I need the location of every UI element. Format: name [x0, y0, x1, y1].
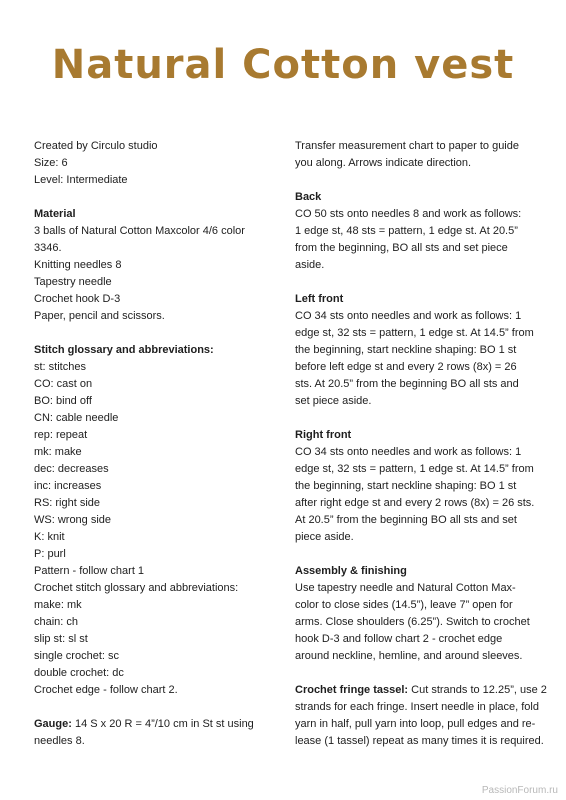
glossary-item: mk: make — [34, 446, 82, 458]
back-text: CO 50 sts onto needles 8 and work as follows: — [295, 208, 522, 220]
assembly-heading: Assembly & finishing — [295, 565, 407, 577]
glossary-item: rep: repeat — [34, 429, 88, 441]
instructions-intro — [295, 138, 535, 172]
glossary-item: slip st: sl st — [34, 633, 88, 645]
glossary-item: inc: increases — [34, 480, 102, 492]
assembly-text: hook D-3 and follow chart 2 - crochet edge — [295, 633, 503, 645]
glossary-item: st: stitches — [34, 361, 86, 373]
assembly-text: Use tapestry needle and Natural Cotton Max- — [295, 582, 516, 594]
fringe-paragraph — [295, 682, 547, 750]
back-text: from the beginning, BO all sts and set piece — [295, 242, 508, 254]
right-front-text: piece aside. — [295, 531, 354, 543]
glossary-heading: Stitch glossary and abbreviations: — [34, 344, 214, 356]
material-item: 3346. — [34, 242, 62, 254]
glossary-item: RS: right side — [34, 497, 101, 509]
glossary-item: Crochet edge - follow chart 2. — [34, 684, 178, 696]
intro-line: you along. Arrows indicate direction. — [295, 157, 472, 169]
right-front-text: edge st, 32 sts = pattern, 1 edge st. At 14.5” from — [295, 463, 534, 475]
left-front-text: before left edge st and every 2 rows (8x) = 26 — [295, 361, 517, 373]
fringe-text: lease (1 tassel) repeat as many times it is required. — [295, 735, 544, 747]
gauge-paragraph — [34, 716, 266, 750]
material-item: Tapestry needle — [34, 276, 112, 288]
intro-block — [34, 138, 266, 189]
right-front-text: CO 34 sts onto needles and work as follows: 1 — [295, 446, 522, 458]
back-heading: Back — [295, 191, 322, 203]
back-section — [295, 206, 535, 274]
glossary-list — [34, 359, 266, 699]
right-front-section — [295, 444, 535, 546]
right-front-text: At 20.5” from the beginning BO all sts and set — [295, 514, 517, 526]
glossary-item: K: knit — [34, 531, 65, 543]
left-front-section — [295, 308, 535, 410]
intro-line: Transfer measurement chart to paper to guide — [295, 140, 519, 152]
fringe-label: Crochet fringe tassel: — [295, 684, 409, 696]
assembly-text: around neckline, hemline, and around sleeves. — [295, 650, 523, 662]
glossary-item: chain: ch — [34, 616, 79, 628]
right-column — [295, 138, 547, 750]
left-front-text: CO 34 sts onto needles and work as follows: 1 — [295, 310, 522, 322]
glossary-item: P: purl — [34, 548, 66, 560]
right-front-heading: Right front — [295, 429, 352, 441]
left-front-text: set piece aside. — [295, 395, 372, 407]
fringe-text: yarn in half, pull yarn into loop, pull edges and re- — [295, 718, 536, 730]
intro-line: Size: 6 — [34, 157, 68, 169]
material-heading: Material — [34, 208, 76, 220]
left-front-heading: Left front — [295, 293, 344, 305]
right-front-text: after right edge st and every 2 rows (8x) = 26 sts. — [295, 497, 535, 509]
intro-line: Created by Circulo studio — [34, 140, 158, 152]
assembly-text: color to close sides (14.5”), leave 7” open for — [295, 599, 513, 611]
left-front-text: sts. At 20.5” from the beginning BO all sts and — [295, 378, 519, 390]
glossary-item: make: mk — [34, 599, 82, 611]
left-front-text: edge st, 32 sts = pattern, 1 edge st. At 14.5” from — [295, 327, 534, 339]
fringe-text: strands for each fringe. Insert needle in place, fold — [295, 701, 539, 713]
assembly-text: arms. Close shoulders (6.25”). Switch to crochet — [295, 616, 530, 628]
left-column — [34, 138, 266, 750]
glossary-item: single crochet: sc — [34, 650, 119, 662]
fringe-text: Cut strands to 12.25”, use 2 — [408, 684, 547, 696]
material-item: Paper, pencil and scissors. — [34, 310, 165, 322]
material-item: 3 balls of Natural Cotton Maxcolor 4/6 color — [34, 225, 245, 237]
glossary-item: Pattern - follow chart 1 — [34, 565, 145, 577]
left-front-text: the beginning, start neckline shaping: BO 1 st — [295, 344, 517, 356]
intro-line: Level: Intermediate — [34, 174, 128, 186]
gauge-label: Gauge: — [34, 718, 72, 730]
glossary-item: CN: cable needle — [34, 412, 119, 424]
back-text: aside. — [295, 259, 325, 271]
material-list — [34, 223, 266, 325]
gauge-text: 14 S x 20 R = 4”/10 cm in St st using — [71, 718, 254, 730]
glossary-item: dec: decreases — [34, 463, 109, 475]
gauge-text: needles 8. — [34, 735, 85, 747]
watermark: PassionForum.ru — [481, 785, 558, 796]
assembly-section — [295, 580, 535, 665]
material-item: Knitting needles 8 — [34, 259, 122, 271]
glossary-item: double crochet: dc — [34, 667, 124, 679]
material-item: Crochet hook D-3 — [34, 293, 121, 305]
glossary-item: CO: cast on — [34, 378, 93, 390]
glossary-item: WS: wrong side — [34, 514, 112, 526]
right-front-text: the beginning, start neckline shaping: BO 1 st — [295, 480, 517, 492]
page-title: Natural Cotton vest — [51, 42, 515, 88]
back-text: 1 edge st, 48 sts = pattern, 1 edge st. At 20.5” — [295, 225, 518, 237]
glossary-item: Crochet stitch glossary and abbreviations: — [34, 582, 239, 594]
glossary-item: BO: bind off — [34, 395, 92, 407]
